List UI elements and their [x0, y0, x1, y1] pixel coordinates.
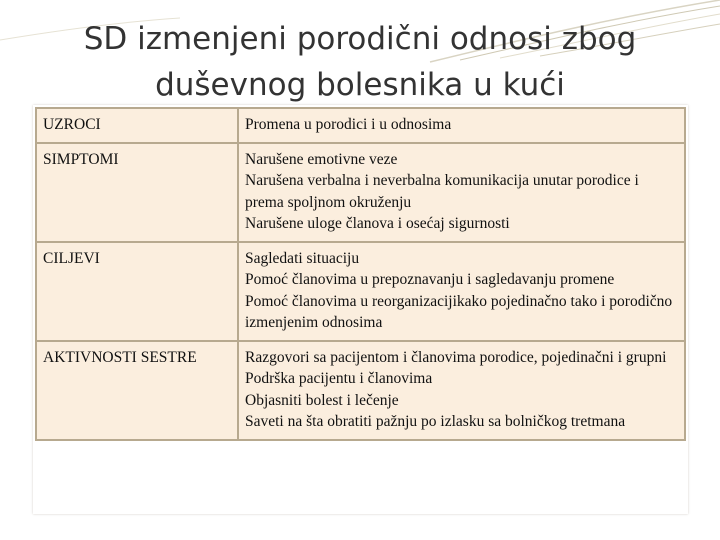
row-line: Podrška pacijentu i članovima — [245, 370, 433, 387]
row-content — [238, 143, 685, 242]
row-line: Pomoć članovima u reorganizacijikako pojedinačno tako i porodično izmenjenim odnosima — [245, 292, 673, 331]
slide-title — [40, 16, 680, 108]
row-line: Narušene uloge članova i osećaj sigurnosti — [245, 215, 510, 232]
row-line: Promena u porodici i u odnosima — [245, 116, 452, 133]
table-row — [36, 108, 685, 143]
row-content — [238, 242, 685, 341]
row-line: Sagledati situaciju — [245, 249, 360, 267]
row-label: UZROCI — [36, 108, 238, 143]
title-line-2: duševnog bolesnika u kući — [155, 67, 565, 103]
row-label: CILJEVI — [36, 242, 238, 341]
row-content — [238, 108, 685, 143]
row-line: Razgovori sa pacijentom i članovima porodice, pojedinačni i grupni — [245, 348, 667, 366]
table-row — [36, 341, 685, 440]
row-line: Objasniti bolest i lečenje — [245, 391, 399, 409]
row-line: Narušena verbalna i neverbalna komunikacija unutar porodice i prema spoljnom okruženju — [245, 172, 639, 211]
row-line: Saveti na šta obratiti pažnju po izlasku sa bolničkog tretmana — [245, 413, 626, 430]
content-table — [35, 107, 686, 441]
row-line: Narušene emotivne veze — [245, 150, 398, 168]
title-line-1: SD izmenjeni porodični odnosi zbog — [83, 21, 637, 57]
table-row — [36, 143, 685, 242]
row-label: SIMPTOMI — [36, 143, 238, 242]
row-label: AKTIVNOSTI SESTRE — [36, 341, 238, 440]
row-line: Pomoć članovima u prepoznavanju i sagledavanju promene — [245, 271, 615, 288]
row-content — [238, 341, 685, 440]
table-row — [36, 242, 685, 341]
